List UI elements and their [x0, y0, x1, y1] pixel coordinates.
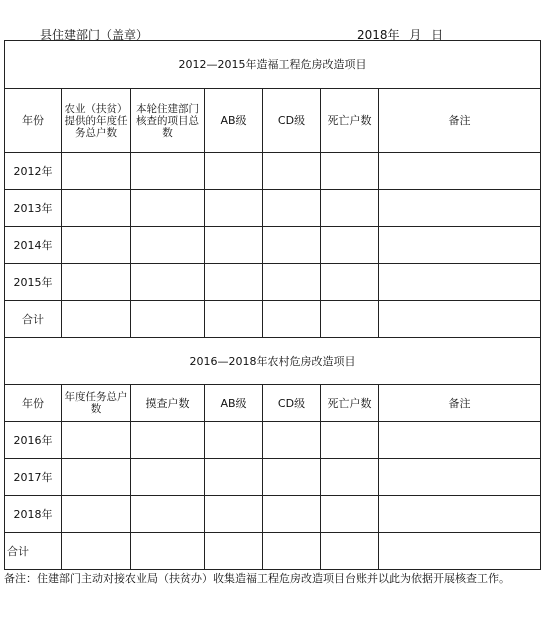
input-cell[interactable]: [205, 422, 263, 459]
input-cell[interactable]: [263, 190, 321, 227]
input-cell[interactable]: [62, 153, 131, 190]
section2-header-row: [5, 385, 541, 422]
input-cell[interactable]: [62, 459, 131, 496]
col-year-header: 年份: [5, 385, 62, 422]
table-row: [5, 301, 541, 338]
input-cell[interactable]: [379, 496, 541, 533]
col-surveyed-header: 摸查户数: [131, 385, 205, 422]
housing-survey-table: [4, 40, 541, 570]
input-cell[interactable]: [131, 301, 205, 338]
input-cell[interactable]: [263, 153, 321, 190]
input-cell[interactable]: [205, 227, 263, 264]
section1-title-row: [5, 41, 541, 89]
table-row: [5, 227, 541, 264]
row-total-label: 合计: [5, 301, 62, 338]
col-cd-header: CD级: [263, 89, 321, 153]
input-cell[interactable]: [321, 533, 379, 570]
col-year-header: 年份: [5, 89, 62, 153]
input-cell[interactable]: [379, 533, 541, 570]
input-cell[interactable]: [263, 459, 321, 496]
col-remarks-header: 备注: [379, 385, 541, 422]
row-year-label: 2017年: [5, 459, 62, 496]
input-cell[interactable]: [131, 533, 205, 570]
input-cell[interactable]: [321, 422, 379, 459]
input-cell[interactable]: [62, 227, 131, 264]
input-cell[interactable]: [131, 496, 205, 533]
col-remarks-header: 备注: [379, 89, 541, 153]
row-year-label: 2014年: [5, 227, 62, 264]
input-cell[interactable]: [131, 227, 205, 264]
row-year-label: 2012年: [5, 153, 62, 190]
input-cell[interactable]: [379, 190, 541, 227]
input-cell[interactable]: [131, 190, 205, 227]
input-cell[interactable]: [62, 264, 131, 301]
input-cell[interactable]: [62, 496, 131, 533]
table-row: [5, 264, 541, 301]
input-cell[interactable]: [62, 422, 131, 459]
input-cell[interactable]: [321, 153, 379, 190]
input-cell[interactable]: [321, 227, 379, 264]
input-cell[interactable]: [62, 190, 131, 227]
input-cell[interactable]: [62, 301, 131, 338]
input-cell[interactable]: [263, 264, 321, 301]
row-year-label: 2013年: [5, 190, 62, 227]
input-cell[interactable]: [379, 301, 541, 338]
input-cell[interactable]: [131, 459, 205, 496]
col-annual-task-header: 年度任务总户数: [62, 385, 131, 422]
input-cell[interactable]: [321, 264, 379, 301]
section1-header-row: [5, 89, 541, 153]
input-cell[interactable]: [62, 533, 131, 570]
input-cell[interactable]: [205, 533, 263, 570]
row-year-label: 2016年: [5, 422, 62, 459]
input-cell[interactable]: [379, 459, 541, 496]
input-cell[interactable]: [205, 153, 263, 190]
row-year-label: 2015年: [5, 264, 62, 301]
input-cell[interactable]: [321, 496, 379, 533]
input-cell[interactable]: [379, 422, 541, 459]
input-cell[interactable]: [205, 496, 263, 533]
input-cell[interactable]: [205, 264, 263, 301]
row-year-label: 2018年: [5, 496, 62, 533]
county-department-seal-label: 县住建部门（盖章）: [40, 28, 149, 42]
col-death-header: 死亡户数: [321, 385, 379, 422]
section1-title: 2012—2015年造福工程危房改造项目: [5, 41, 541, 89]
date-label: 2018年 月 日: [357, 28, 444, 42]
col-cd-header: CD级: [263, 385, 321, 422]
input-cell[interactable]: [379, 153, 541, 190]
table-row: [5, 422, 541, 459]
row-total-label: 合计: [5, 533, 62, 570]
table-row: [5, 496, 541, 533]
input-cell[interactable]: [205, 301, 263, 338]
input-cell[interactable]: [321, 301, 379, 338]
input-cell[interactable]: [205, 190, 263, 227]
input-cell[interactable]: [379, 264, 541, 301]
input-cell[interactable]: [263, 422, 321, 459]
col-ab-header: AB级: [205, 89, 263, 153]
input-cell[interactable]: [205, 459, 263, 496]
col-death-header: 死亡户数: [321, 89, 379, 153]
input-cell[interactable]: [321, 459, 379, 496]
input-cell[interactable]: [131, 153, 205, 190]
input-cell[interactable]: [321, 190, 379, 227]
table-row: [5, 459, 541, 496]
input-cell[interactable]: [379, 227, 541, 264]
input-cell[interactable]: [131, 264, 205, 301]
table-row: [5, 190, 541, 227]
table-row: [5, 153, 541, 190]
table-row: [5, 533, 541, 570]
input-cell[interactable]: [263, 533, 321, 570]
footnote-remarks: 备注：住建部门主动对接农业局（扶贫办）收集造福工程危房改造项目台账并以此为依据开展核查工作。: [4, 572, 510, 585]
col-ab-header: AB级: [205, 385, 263, 422]
input-cell[interactable]: [263, 301, 321, 338]
input-cell[interactable]: [263, 227, 321, 264]
input-cell[interactable]: [263, 496, 321, 533]
section2-title-row: [5, 338, 541, 385]
input-cell[interactable]: [131, 422, 205, 459]
section2-title: 2016—2018年农村危房改造项目: [5, 338, 541, 385]
col-checked-total-header: 本轮住建部门核查的项目总数: [131, 89, 205, 153]
col-agri-task-header: 农业（扶贫）提供的年度任务总户数: [62, 89, 131, 153]
